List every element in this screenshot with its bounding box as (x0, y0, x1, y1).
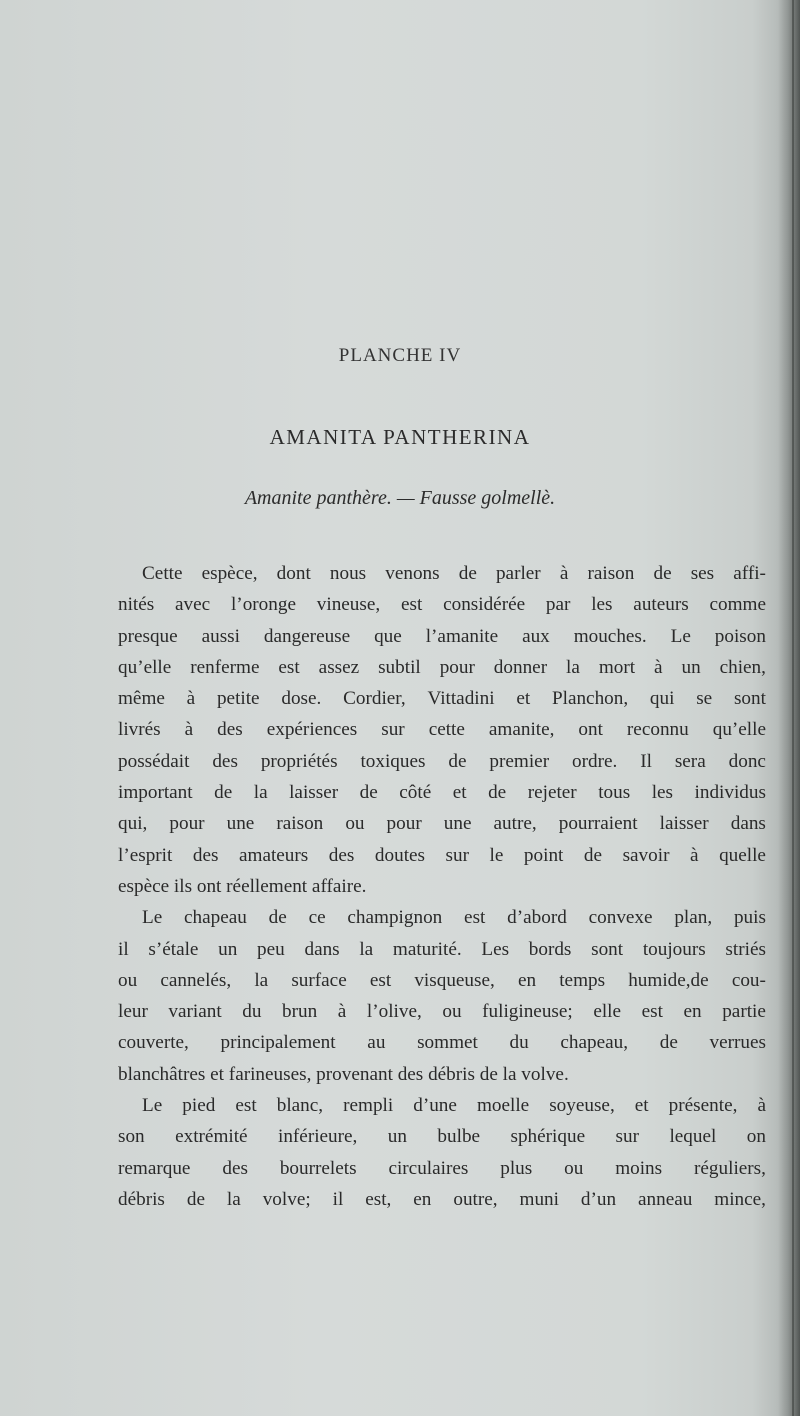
word: et (516, 688, 531, 710)
word: dans (730, 813, 766, 835)
word: amanite, (488, 719, 555, 741)
word: couverte, (118, 1032, 189, 1054)
word: bords (528, 938, 572, 960)
text-line (118, 558, 766, 589)
word: doutes (374, 844, 426, 866)
word: dans (304, 938, 340, 960)
word: principalement (220, 1032, 336, 1054)
word: temps (559, 969, 606, 991)
word: sont (591, 938, 624, 960)
word: est (235, 1095, 257, 1117)
word: dont (276, 563, 311, 584)
word: sphérique (510, 1126, 586, 1148)
word: fuligineuse; (482, 1001, 573, 1023)
word: maturité. (392, 938, 462, 960)
word: sur (381, 719, 405, 741)
word: important (118, 782, 193, 804)
word: d’une (413, 1095, 457, 1117)
word: champignon (347, 907, 443, 929)
word: en (517, 969, 537, 991)
text-line (118, 746, 766, 777)
word: affi- (733, 563, 766, 584)
word: autre, (493, 813, 537, 835)
word: chapeau, (560, 1032, 629, 1054)
word: aussi (201, 625, 240, 647)
word: sont (733, 688, 766, 710)
word: l’amanite (425, 625, 499, 647)
word: qui, (118, 813, 148, 835)
word: inférieure, (277, 1126, 358, 1148)
word: Les (481, 938, 510, 960)
word: leur (118, 1001, 148, 1023)
word: en (683, 1001, 702, 1023)
word: est, (365, 1188, 392, 1210)
word: s’étale (148, 938, 199, 960)
word: donc (728, 750, 766, 772)
word: propriétés (260, 750, 338, 772)
word: à (184, 719, 194, 741)
text-line (118, 652, 766, 683)
word: ses (690, 563, 715, 584)
text-line (118, 934, 766, 965)
text-line: espèce ils ont réellement affaire. (118, 875, 367, 897)
text-line (118, 902, 766, 933)
word: que (374, 625, 402, 647)
paragraph-3 (118, 1090, 766, 1215)
page-binding-edge (792, 0, 794, 1416)
word: de (448, 750, 467, 772)
word: circulaires (388, 1157, 469, 1179)
word: des (212, 750, 238, 772)
word: aux (522, 625, 550, 647)
word: pour (386, 813, 422, 835)
word: surface (291, 969, 347, 991)
word: ordre. (572, 750, 618, 772)
word: ou (442, 1001, 462, 1023)
word: son (118, 1126, 145, 1148)
word: chien, (719, 656, 766, 678)
word: sur (445, 844, 469, 866)
word: des (192, 844, 219, 866)
word: expériences (266, 719, 358, 741)
word: vineuse, (316, 594, 381, 616)
word: le (489, 844, 504, 866)
word: de (653, 563, 672, 584)
word: la (254, 969, 269, 991)
text-line (118, 589, 766, 620)
word: à (559, 563, 569, 584)
page-edge-shadow (778, 0, 800, 1416)
word: possédait (118, 750, 190, 772)
word: chapeau (184, 907, 247, 929)
word: de (214, 782, 233, 804)
word: humide,de (628, 969, 709, 991)
word: l’esprit (118, 844, 173, 866)
word: savoir (622, 844, 670, 866)
text-line: blanchâtres et farineuses, provenant des débris de la volve. (118, 1063, 569, 1085)
common-names-subtitle: Amanite panthère. — Fausse golmellè. (244, 487, 556, 509)
word: Cordier, (343, 688, 406, 710)
text-line (118, 777, 766, 808)
word: elle (593, 1001, 622, 1023)
word: d’un (580, 1188, 617, 1210)
word: poison (714, 625, 766, 647)
word: blanc, (276, 1095, 324, 1117)
word: cannelés, (160, 969, 232, 991)
word: les (591, 594, 613, 616)
word: un (681, 656, 701, 678)
paragraph-2 (118, 902, 766, 1090)
word: toujours (642, 938, 706, 960)
word: cette (428, 719, 465, 741)
word: bulbe (437, 1126, 481, 1148)
word: est (400, 594, 423, 616)
word: plus (500, 1157, 533, 1179)
word: premier (489, 750, 550, 772)
word: brun (282, 1001, 318, 1023)
word: avec (175, 594, 211, 616)
word: un (387, 1126, 407, 1148)
word: Vittadini (427, 688, 495, 710)
word: et (634, 1095, 649, 1117)
word: la (253, 782, 268, 804)
word: un (218, 938, 238, 960)
text-line (118, 621, 766, 652)
word: Il (640, 750, 652, 772)
word: à (654, 656, 663, 678)
word: pour (169, 813, 205, 835)
word: sommet (417, 1032, 478, 1054)
word: de (659, 1032, 678, 1054)
text-line (118, 1090, 766, 1121)
word: sur (615, 1126, 639, 1148)
word: est (369, 969, 392, 991)
word: convexe (588, 907, 653, 929)
word: est (278, 656, 300, 678)
word: comme (709, 594, 766, 616)
word: remarque (118, 1157, 191, 1179)
word: d’abord (507, 907, 567, 929)
text-line (118, 840, 766, 871)
word: du (509, 1032, 529, 1054)
word: sera (674, 750, 706, 772)
word: Cette (142, 563, 183, 584)
word: raison (276, 813, 324, 835)
word: ou (345, 813, 365, 835)
word: de (186, 1188, 205, 1210)
word: amateurs (239, 844, 309, 866)
word: cou- (731, 969, 766, 991)
word: mort (598, 656, 636, 678)
word: l’olive, (366, 1001, 422, 1023)
word: auteurs (633, 594, 689, 616)
word: à (690, 844, 699, 866)
word: muni (519, 1188, 559, 1210)
word: point (523, 844, 564, 866)
text-line (118, 808, 766, 839)
word: réguliers, (694, 1157, 766, 1179)
body-text (118, 558, 766, 1215)
word: rejeter (527, 782, 577, 804)
text-line (118, 965, 766, 996)
text-line (118, 714, 766, 745)
word: presque (118, 625, 178, 647)
word: considérée (443, 594, 526, 616)
species-title: AMANITA PANTHERINA (269, 425, 531, 449)
paragraph-1 (118, 558, 766, 902)
word: ou (118, 969, 138, 991)
word: de (268, 907, 287, 929)
word: livrés (118, 719, 161, 741)
word: qui (649, 688, 675, 710)
word: du (242, 1001, 262, 1023)
word: de (583, 844, 603, 866)
word: Planchon, (551, 688, 629, 710)
word: qu’elle (118, 656, 172, 678)
word: au (367, 1032, 386, 1054)
word: puis (733, 907, 766, 929)
word: les (651, 782, 674, 804)
word: débris (118, 1188, 165, 1210)
word: dangereuse (263, 625, 351, 647)
word: ont (578, 719, 603, 741)
word: raison (587, 563, 635, 584)
word: la (226, 1188, 241, 1210)
word: même (118, 688, 165, 710)
word: renferme (190, 656, 260, 678)
word: soyeuse, (549, 1095, 615, 1117)
word: l’oronge (230, 594, 296, 616)
word: en (413, 1188, 432, 1210)
word: partie (722, 1001, 766, 1023)
text-line (118, 1027, 766, 1058)
word: des (217, 719, 243, 741)
word: dose. (281, 688, 322, 710)
word: Le (142, 907, 163, 929)
word: il (118, 938, 129, 960)
word: striés (725, 938, 766, 960)
word: côté (399, 782, 432, 804)
word: peu (257, 938, 285, 960)
word: présente, (668, 1095, 738, 1117)
word: individus (694, 782, 766, 804)
word: se (696, 688, 713, 710)
word: par (545, 594, 571, 616)
word: variant (168, 1001, 222, 1023)
word: on (746, 1126, 766, 1148)
word: pour (439, 656, 475, 678)
word: lequel (669, 1126, 717, 1148)
word: est (464, 907, 486, 929)
word: venons (385, 563, 440, 584)
word: il (332, 1188, 344, 1210)
word: pourraient (558, 813, 638, 835)
word: ce (308, 907, 326, 929)
text-line (118, 683, 766, 714)
word: rempli (343, 1095, 394, 1117)
word: et (452, 782, 467, 804)
word: mouches. (573, 625, 647, 647)
word: à (757, 1095, 766, 1117)
word: Le (142, 1095, 163, 1117)
word: de (458, 563, 477, 584)
word: quelle (719, 844, 766, 866)
word: une (443, 813, 472, 835)
word: bourrelets (279, 1157, 357, 1179)
word: est (641, 1001, 663, 1023)
word: des (328, 844, 355, 866)
word: outre, (453, 1188, 498, 1210)
word: parler (495, 563, 541, 584)
word: anneau (638, 1188, 693, 1210)
word: petite (216, 688, 260, 710)
word: Le (670, 625, 691, 647)
word: moelle (476, 1095, 530, 1117)
word: nous (329, 563, 367, 584)
word: de (488, 782, 507, 804)
word: donner (493, 656, 548, 678)
word: mince, (714, 1188, 766, 1210)
word: visqueuse, (414, 969, 495, 991)
word: reconnu (626, 719, 689, 741)
word: espèce, (201, 563, 258, 584)
word: la (566, 656, 580, 678)
word: tous (598, 782, 631, 804)
word: assez (318, 656, 360, 678)
word: subtil (378, 656, 421, 678)
text-line (118, 1153, 766, 1184)
text-line (118, 1121, 766, 1152)
plate-number: PLANCHE IV (338, 345, 462, 366)
word: nités (118, 594, 155, 616)
word: verrues (709, 1032, 766, 1054)
text-line (118, 996, 766, 1027)
text-line (118, 1184, 766, 1215)
word: à (186, 688, 196, 710)
word: plan, (674, 907, 713, 929)
word: ou (564, 1157, 584, 1179)
word: une (226, 813, 255, 835)
word: moins (615, 1157, 663, 1179)
word: qu’elle (712, 719, 766, 741)
word: la (359, 938, 374, 960)
word: volve; (262, 1188, 311, 1210)
word: extrémité (175, 1126, 248, 1148)
word: à (337, 1001, 347, 1023)
word: laisser (659, 813, 709, 835)
word: toxiques (360, 750, 426, 772)
word: pied (182, 1095, 216, 1117)
word: des (222, 1157, 248, 1179)
word: de (359, 782, 378, 804)
word: laisser (289, 782, 339, 804)
